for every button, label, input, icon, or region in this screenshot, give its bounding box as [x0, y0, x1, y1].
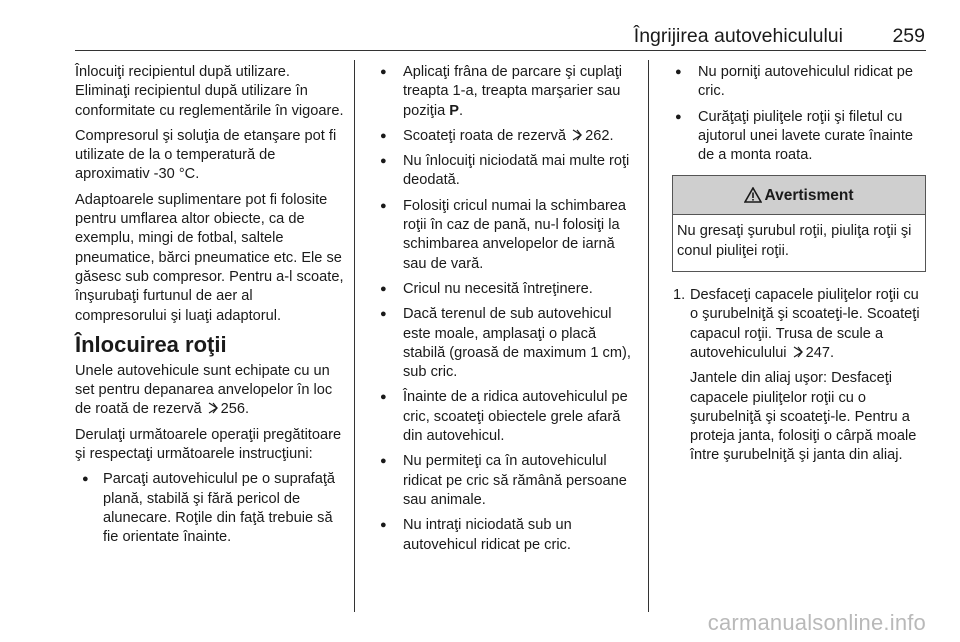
list-item: ● Curăţaţi piuliţele roţii şi filetul cu ajutorul unei lavete curate înainte de a monta roata. — [672, 108, 926, 166]
warning-box — [672, 175, 926, 272]
list-item: ● Nu intraţi niciodată sub un autovehicul ridicat pe cric. — [377, 516, 642, 555]
warning-text: Nu gresaţi şurubul roţii, piuliţa roţii şi conul piuliţei roţii. — [677, 223, 912, 259]
list-item: ● Cricul nu necesită întreţinere. — [377, 280, 642, 299]
page-reference[interactable]: 262. — [585, 127, 614, 144]
list-item: ● Folosiţi cricul numai la schimbarea roţii în caz de pană, nu-l folosiţi la schimbarea anvelopelor de iarnă sau de vară. — [377, 197, 642, 274]
step-text-main: Desfaceţi capacele piuliţelor roţii cu o şurubelniţă şi scoateţi-le. Scoateţi capacul roţii. Trusa de scule a autovehiculului — [690, 287, 920, 361]
page-header — [75, 24, 925, 48]
warning-triangle-icon — [744, 187, 762, 203]
page-reference-icon — [792, 346, 804, 358]
list-item: ● Nu înlocuiţi niciodată mai multe roţi deodată. — [377, 152, 642, 191]
paragraph-replace-container: Înlocuiţi recipientul după utilizare. Eliminaţi recipientul după utilizare în conformitate cu reglementările în vigoare. — [75, 64, 344, 119]
list-item-punctuation: . — [458, 102, 464, 119]
page-reference-icon — [571, 129, 583, 141]
list-item: ● Nu porniţi autovehiculul ridicat pe cric. — [672, 63, 926, 102]
list-item-text: Aplicaţi frâna de parcare şi cuplaţi treapta 1-a, treapta marşarier sau poziţia — [403, 64, 623, 119]
warning-header — [673, 176, 925, 215]
paragraph-temperature: Compresorul şi soluţia de etanşare pot fi utilizate de la o temperatură de aproximativ -30 °C. — [75, 127, 337, 183]
step-number: 1. — [673, 287, 686, 304]
step-subparagraph: Jantele din aliaj uşor: Desfaceţi capacele piuliţelor roţii cu o şurubelniţă şi scoateţi-le. Pentru a proteja janta, folosiţi o cârpă moale între şurubelniţă şi janta din aliaj. — [690, 370, 917, 464]
section-heading: Înlocuirea roţii — [75, 331, 227, 357]
column-2 — [377, 63, 642, 561]
column-1 — [75, 63, 345, 554]
list-item — [377, 127, 642, 146]
bullet-list — [672, 63, 926, 165]
list-item: ● Dacă terenul de sub autovehicul este moale, amplasaţi o placă stabilă (groasă de maximum 1 cm), sub cric. — [377, 305, 642, 382]
column-3 — [672, 63, 926, 472]
header-divider — [75, 50, 926, 51]
paragraph-preparation: Derulaţi următoarele operaţii pregătitoare şi respectaţi următoarele instrucţiuni: — [75, 426, 342, 463]
column-divider-2 — [648, 60, 649, 612]
page-reference-icon — [207, 402, 219, 414]
paragraph-repair-kit — [75, 362, 345, 420]
list-item: ● Nu permiteţi ca în autovehiculul ridicat pe cric să rămână persoane sau animale. — [377, 452, 642, 510]
list-item-text: Scoateţi roata de rezervă — [403, 127, 567, 144]
step-text — [690, 286, 926, 363]
column-divider-1 — [354, 60, 355, 612]
page-number: 259 — [892, 25, 925, 47]
page-title: Îngrijirea autovehiculului — [633, 25, 843, 47]
step-item — [672, 286, 926, 466]
list-item: ● Înainte de a ridica autovehiculul pe cric, scoateţi obiectele grele afară din autovehicul. — [377, 388, 642, 446]
paragraph-text: Unele autovehicule sunt echipate cu un set pentru depanarea anvelopelor în loc de roată de rezervă — [75, 362, 333, 418]
list-item — [377, 63, 642, 121]
watermark: carmanualsonline.info — [707, 610, 926, 635]
warning-title: Avertisment — [764, 186, 854, 204]
bullet-list — [377, 63, 642, 555]
page-reference[interactable]: 247. — [805, 344, 835, 361]
bullet-list — [75, 470, 345, 547]
steps-list — [672, 286, 926, 466]
page-reference[interactable]: 256. — [220, 401, 250, 418]
gear-position: P — [449, 102, 459, 119]
list-item: ● Parcaţi autovehiculul pe o suprafaţă plană, stabilă şi fără pericol de alunecare. Roţile din faţă trebuie să fie orientate înainte. — [75, 470, 345, 547]
paragraph-adapters: Adaptoarele suplimentare pot fi folosite pentru umflarea altor obiecte, ca de exemplu, mingi de fotbal, saltele pneumatice, bărci pneumatice etc. Ele se găsesc sub compresor. Pentru a-l scoate, înşurubaţi furtunul de aer al compresorului şi luaţi adaptorul. — [75, 191, 344, 324]
